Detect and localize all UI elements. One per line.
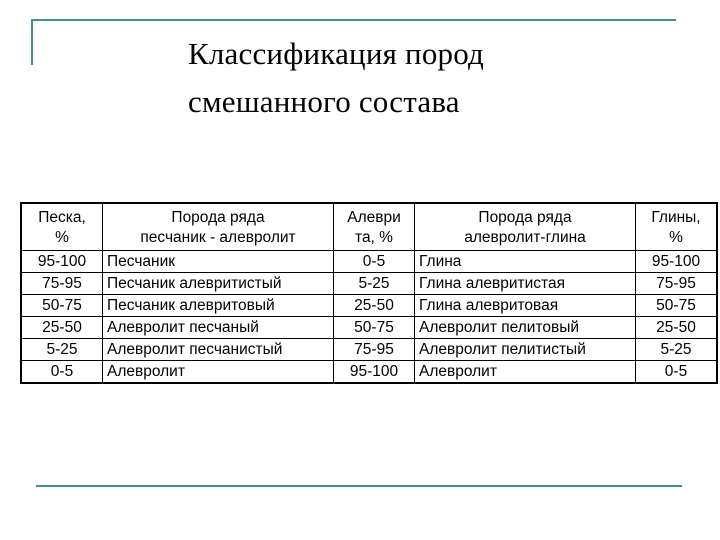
cell-rock-sandstone-series: Песчаник алевритистый: [103, 273, 334, 295]
title-line-1: Классификация пород: [188, 36, 484, 71]
cell-sand: 5-25: [21, 339, 103, 361]
table-row: [21, 317, 717, 339]
cell-clay: 25-50: [636, 317, 718, 339]
cell-clay: 75-95: [636, 273, 718, 295]
header-sandstone-siltstone-line-1: Порода ряда: [171, 209, 265, 226]
header-siltstone-clay-line-2: алевролит-глина: [464, 229, 586, 246]
cell-silt: 0-5: [334, 251, 415, 273]
title-line-2: смешанного состава: [188, 84, 460, 119]
header-sandstone-siltstone: [103, 203, 334, 251]
header-siltstone-clay-line-1: Порода ряда: [478, 209, 572, 226]
cell-silt: 25-50: [334, 295, 415, 317]
header-sand-line-1: Песка,: [38, 209, 86, 226]
cell-rock-clay-series: Алевролит пелитовый: [415, 317, 636, 339]
cell-clay: 0-5: [636, 361, 718, 384]
frame-left-line: [31, 19, 33, 65]
cell-clay: 50-75: [636, 295, 718, 317]
header-silt: [334, 203, 415, 251]
header-silt-line-2: та, %: [355, 229, 393, 246]
cell-silt: 5-25: [334, 273, 415, 295]
cell-rock-clay-series: Алевролит: [415, 361, 636, 384]
frame-bottom-line: [36, 485, 682, 487]
header-sand: [21, 203, 103, 251]
cell-sand: 25-50: [21, 317, 103, 339]
frame-top-line: [31, 19, 676, 21]
slide-title: [188, 30, 668, 126]
cell-clay: 5-25: [636, 339, 718, 361]
cell-sand: 95-100: [21, 251, 103, 273]
cell-rock-sandstone-series: Алевролит: [103, 361, 334, 384]
table-row: [21, 273, 717, 295]
cell-sand: 50-75: [21, 295, 103, 317]
cell-clay: 95-100: [636, 251, 718, 273]
header-clay: [636, 203, 718, 251]
cell-silt: 75-95: [334, 339, 415, 361]
header-siltstone-clay: [415, 203, 636, 251]
cell-rock-sandstone-series: Алевролит песчанистый: [103, 339, 334, 361]
cell-silt: 50-75: [334, 317, 415, 339]
cell-rock-sandstone-series: Песчаник: [103, 251, 334, 273]
cell-rock-sandstone-series: Алевролит песчаный: [103, 317, 334, 339]
table-row: [21, 339, 717, 361]
header-sandstone-siltstone-line-2: песчаник - алевролит: [140, 229, 296, 246]
table-header-row: [21, 203, 717, 251]
header-clay-line-2: %: [669, 229, 683, 246]
table-row: [21, 295, 717, 317]
cell-sand: 0-5: [21, 361, 103, 384]
header-clay-line-1: Глины,: [651, 209, 701, 226]
cell-silt: 95-100: [334, 361, 415, 384]
cell-rock-clay-series: Глина алевритистая: [415, 273, 636, 295]
cell-rock-clay-series: Глина: [415, 251, 636, 273]
header-sand-line-2: %: [55, 229, 69, 246]
header-silt-line-1: Алеври: [347, 209, 401, 226]
cell-rock-clay-series: Глина алевритовая: [415, 295, 636, 317]
table-row: [21, 251, 717, 273]
cell-rock-clay-series: Алевролит пелитистый: [415, 339, 636, 361]
classification-table: [20, 202, 718, 384]
cell-rock-sandstone-series: Песчаник алевритовый: [103, 295, 334, 317]
cell-sand: 75-95: [21, 273, 103, 295]
table-row: [21, 361, 717, 384]
